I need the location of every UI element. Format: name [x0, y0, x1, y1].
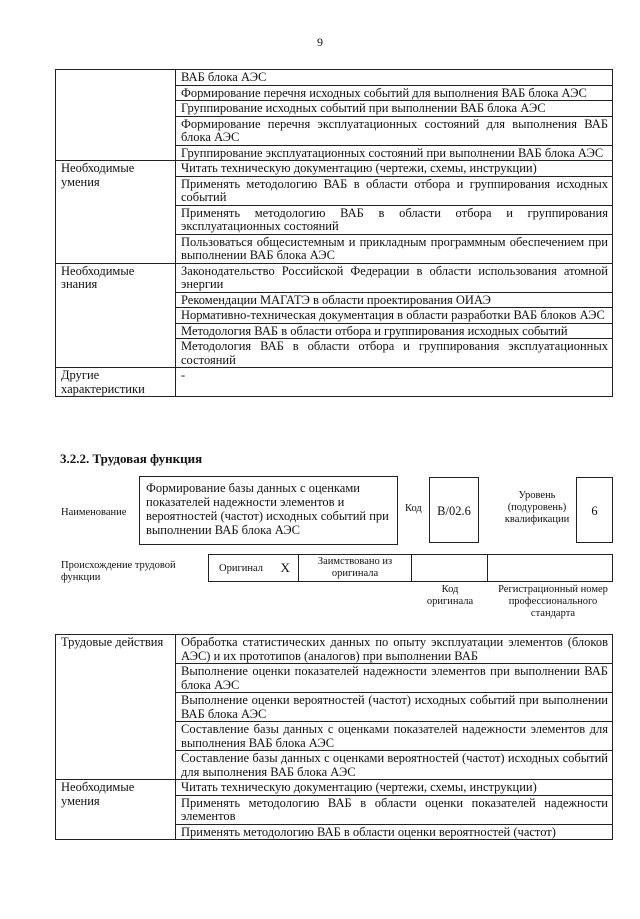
table-row [56, 70, 613, 86]
list-item: Пользоваться общесистемным и прикладным программным обеспечением при выполнении ВАБ блока АЭС [176, 234, 613, 263]
list-item: Составление базы данных с оценками вероятностей (частот) исходных событий для выполнения ВАБ блока АЭС [176, 751, 613, 780]
table-row [56, 161, 613, 177]
level-label: Уровень (подуровень) квалификации [504, 490, 570, 525]
row-label-skills-2: Необходимые умения [56, 780, 176, 840]
table-row [56, 780, 613, 796]
reg-number-caption: Регистрационный номер профессионального стандарта [498, 584, 608, 619]
code-original-cell [412, 555, 488, 582]
code-value-box: B/02.6 [429, 477, 479, 543]
borrowed-label: Заимствовано из оригинала [299, 555, 412, 582]
list-item: Выполнение оценки вероятностей (частот) исходных событий при выполнении ВАБ блока АЭС [176, 693, 613, 722]
list-item: Читать техническую документацию (чертежи, схемы, инструкции) [176, 161, 613, 177]
list-item: Обработка статистических данных по опыту эксплуатации элементов (блоков АЭС) и их прототипов (аналогов) при выполнении ВАБ [176, 635, 613, 664]
list-item: Методология ВАБ в области отбора и группирования эксплуатационных состояний [176, 339, 613, 368]
list-item: Применять методологию ВАБ в области оценки показателей надежности элементов [176, 795, 613, 824]
list-item: ВАБ блока АЭС [176, 70, 613, 86]
original-mark: X [277, 555, 299, 582]
table-row [56, 263, 613, 292]
level-value-box: 6 [576, 477, 613, 543]
list-item: Применять методологию ВАБ в области отбора и группирования эксплуатационных состояний [176, 205, 613, 234]
list-item: Применять методологию ВАБ в области оценки вероятностей (частот) [176, 824, 613, 840]
list-item: Группирование эксплуатационных состояний при выполнении ВАБ блока АЭС [176, 145, 613, 161]
section-heading: 3.2.2. Трудовая функция [60, 451, 203, 466]
table-row [56, 368, 613, 397]
row-label [56, 70, 176, 161]
list-item: Методология ВАБ в области отбора и группирования исходных событий [176, 323, 613, 339]
list-item: Группирование исходных событий при выполнении ВАБ блока АЭС [176, 101, 613, 117]
code-original-caption: Код оригинала [426, 584, 474, 607]
row-label-knowledge: Необходимые знания [56, 263, 176, 368]
table-row [56, 635, 613, 664]
list-item: Составление базы данных с оценками показателей надежности элементов для выполнения ВАБ блока АЭС [176, 722, 613, 751]
row-label-other: Другие характеристики [56, 368, 176, 397]
name-label: Наименование [61, 507, 127, 518]
page-number: 9 [317, 35, 323, 49]
list-item: Читать техническую документацию (чертежи, схемы, инструкции) [176, 780, 613, 796]
list-item: - [176, 368, 613, 397]
list-item: Рекомендации МАГАТЭ в области проектирования ОИАЭ [176, 292, 613, 308]
list-item: Выполнение оценки показателей надежности элементов при выполнении ВАБ блока АЭС [176, 664, 613, 693]
list-item: Применять методологию ВАБ в области отбора и группирования исходных событий [176, 176, 613, 205]
list-item: Законодательство Российской Федерации в области использования атомной энергии [176, 263, 613, 292]
list-item: Нормативно-техническая документация в области разработки ВАБ блоков АЭС [176, 308, 613, 324]
function-name-box: Формирование базы данных с оценками показателей надежности элементов и вероятностей (частот) исходных событий при выполнении ВАБ блока АЭС [139, 476, 398, 545]
list-item: Формирование перечня эксплуатационных состояний для выполнения ВАБ блока АЭС [176, 116, 613, 145]
top-characteristics-table [55, 69, 613, 397]
code-label: Код [405, 503, 422, 514]
row-label-actions: Трудовые действия [56, 635, 176, 780]
row-label-skills: Необходимые умения [56, 161, 176, 264]
original-label: Оригинал [209, 555, 277, 582]
origin-label: Происхождение трудовой функции [61, 560, 176, 583]
reg-number-cell [488, 555, 613, 582]
list-item: Формирование перечня исходных событий для выполнения ВАБ блока АЭС [176, 85, 613, 101]
labor-actions-table [55, 634, 613, 840]
origin-table [208, 554, 613, 582]
